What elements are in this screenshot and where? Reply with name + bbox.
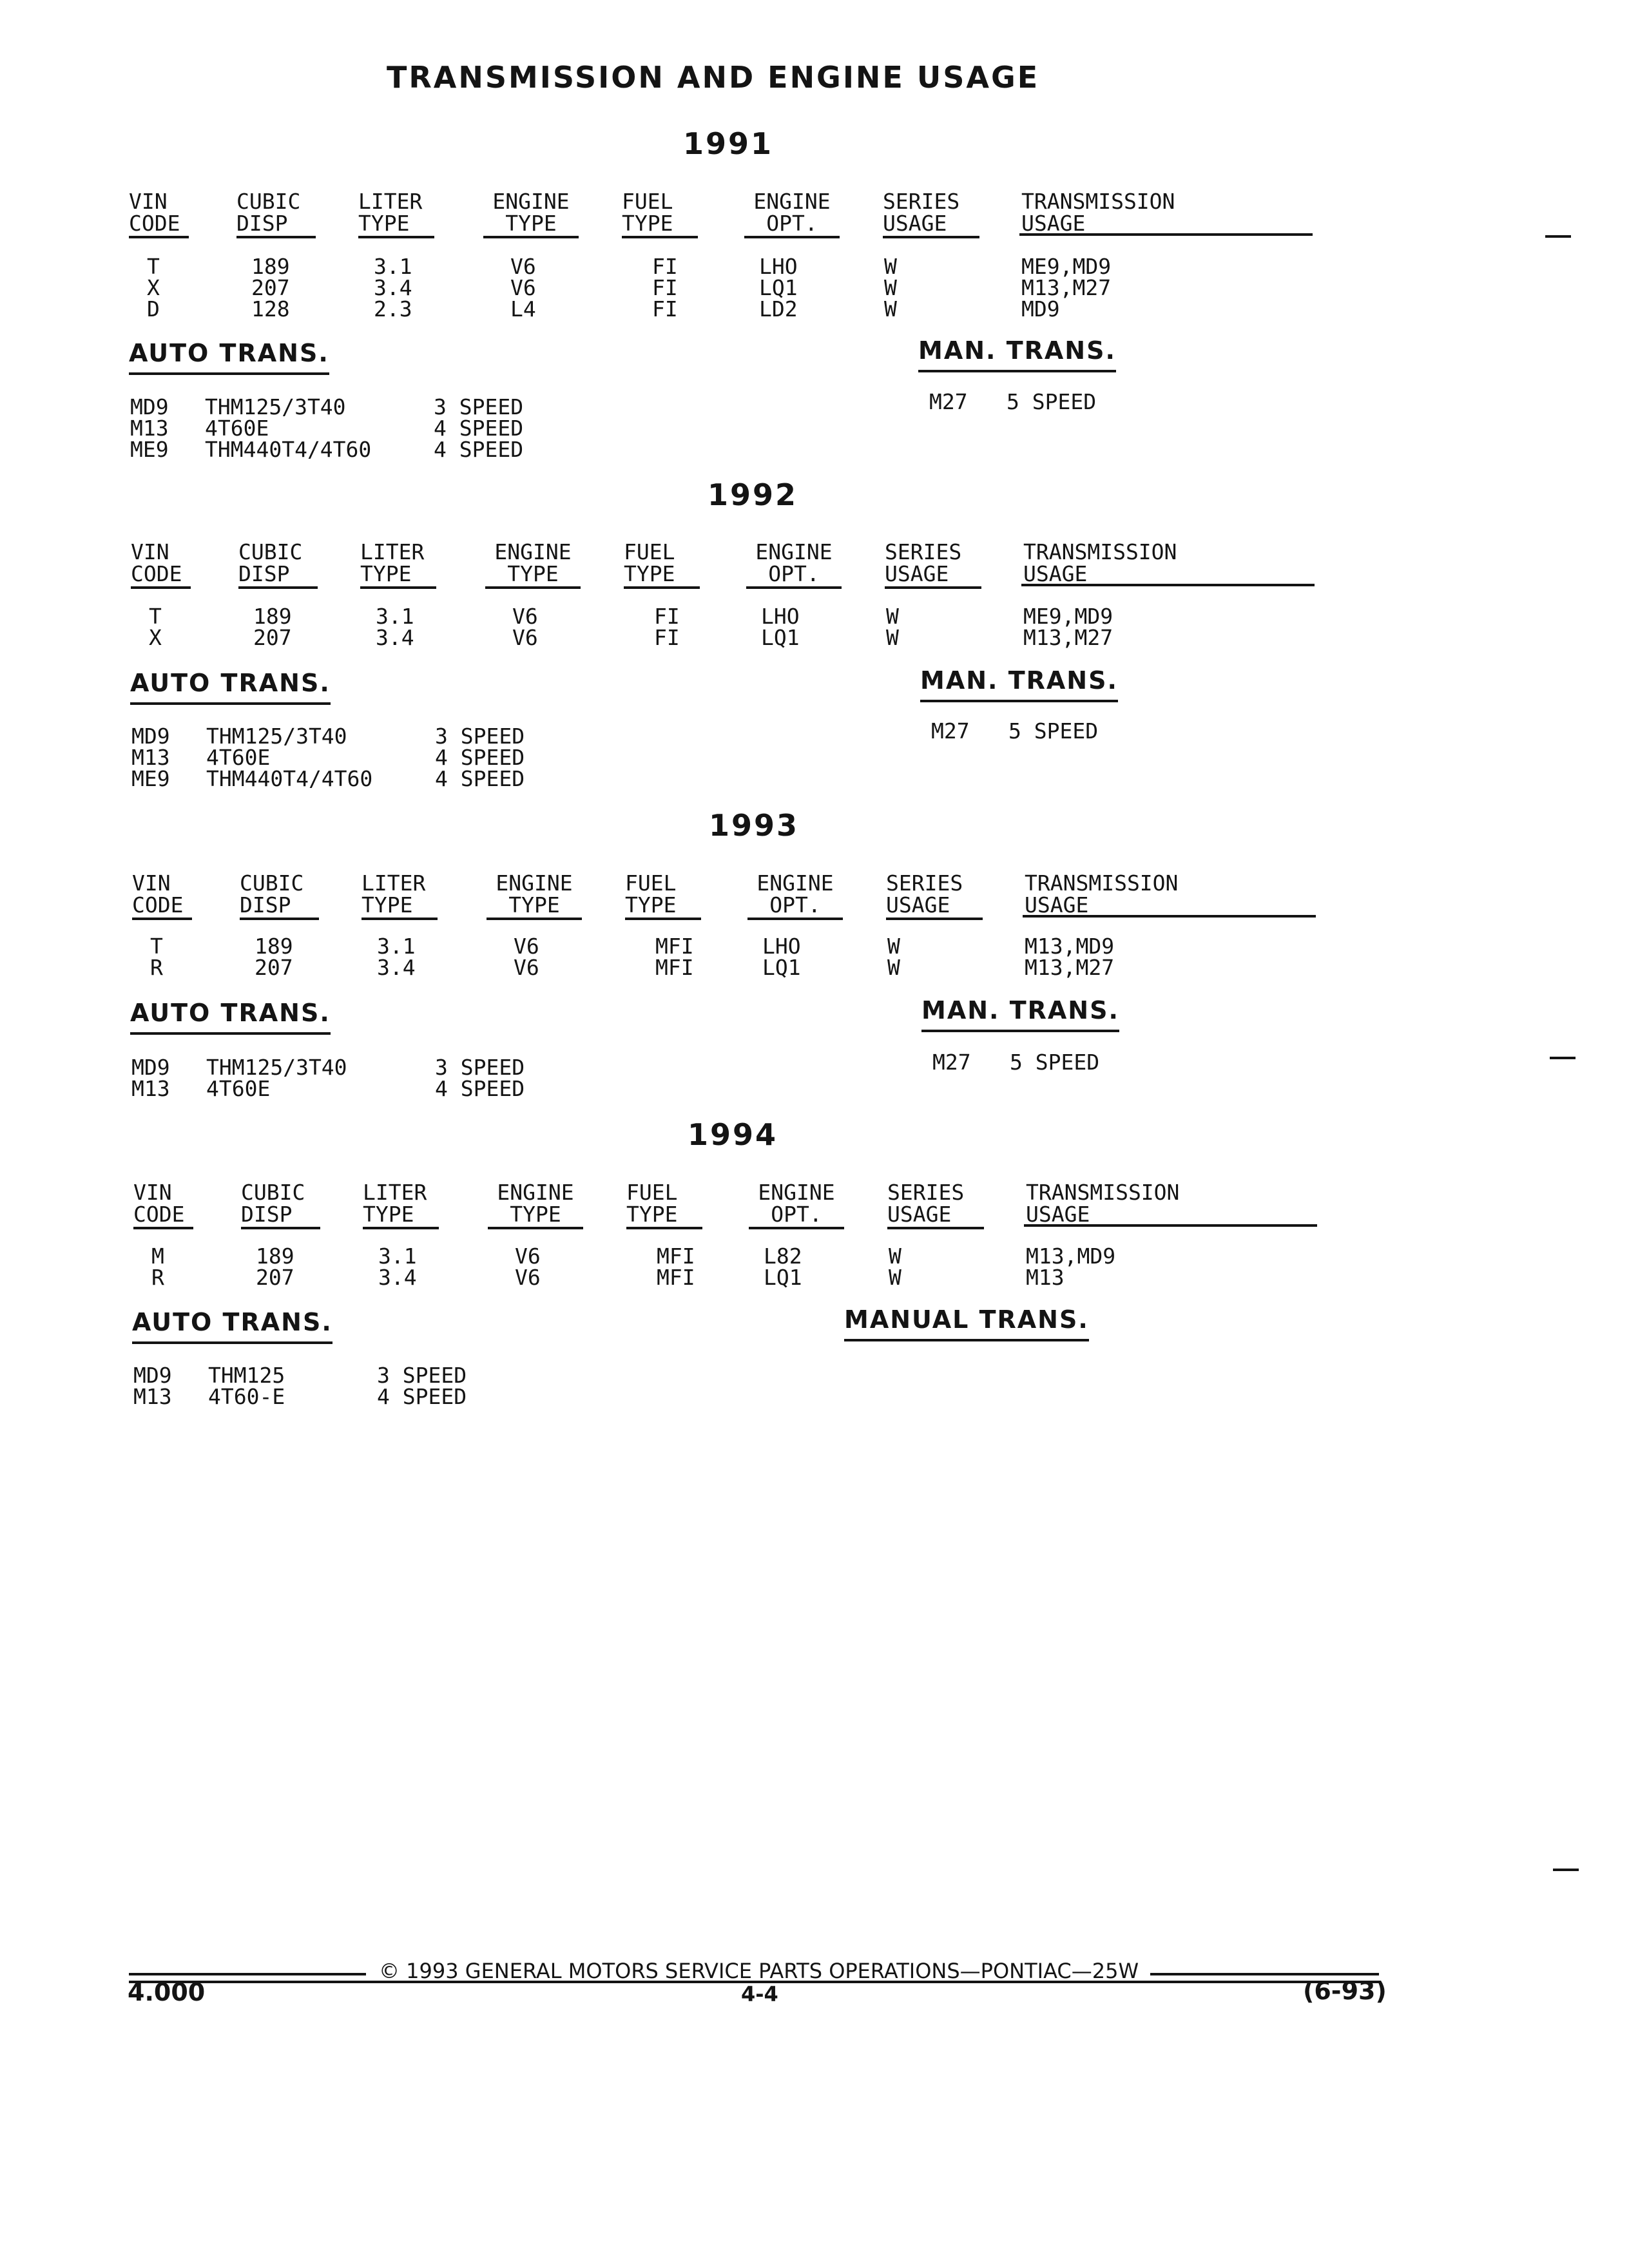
column-header-line2: DISP	[236, 213, 316, 238]
column-header-series	[887, 1182, 984, 1229]
table-cell: 189	[253, 604, 292, 629]
column-header-vin	[132, 872, 192, 920]
column-header-liter	[361, 872, 438, 920]
column-header-line2: USAGE	[1023, 561, 1088, 586]
auto-trans-speeds: 4 SPEED	[434, 437, 524, 462]
table-cell: T	[149, 604, 162, 629]
auto-trans-model: THM125/3T40	[205, 394, 346, 419]
auto-trans-speeds: 3 SPEED	[434, 394, 524, 419]
footer-revision-date: (6-93)	[1303, 1977, 1387, 2005]
column-header-line2: TYPE	[360, 563, 436, 589]
table-cell: L4	[510, 296, 536, 322]
auto-trans-model: THM440T4/4T60	[205, 437, 372, 462]
auto-trans-code: M13	[130, 416, 169, 441]
column-header-engine-type	[485, 541, 581, 589]
footer-rule-left	[129, 1973, 366, 1975]
column-header-line2: TYPE	[626, 1204, 702, 1229]
table-cell: D	[147, 296, 160, 322]
column-header-series	[886, 872, 983, 920]
year-heading-1993: 1993	[709, 808, 800, 843]
transmission-header-rule	[1019, 233, 1313, 236]
column-header-line1: SERIES	[887, 1180, 965, 1205]
auto-trans-heading: AUTO TRANS.	[130, 669, 331, 705]
table-cell: 128	[251, 296, 290, 322]
column-header-line2: CODE	[132, 894, 192, 920]
table-cell: 189	[255, 934, 293, 959]
table-cell: MFI	[655, 934, 694, 959]
column-header-line2: DISP	[241, 1204, 320, 1229]
transmission-header-rule	[1024, 1224, 1317, 1227]
auto-trans-speeds: 4 SPEED	[377, 1384, 467, 1409]
auto-trans-model: 4T60E	[206, 1076, 271, 1101]
manual-trans-code: M27	[929, 389, 968, 414]
auto-trans-speeds: 4 SPEED	[435, 1076, 525, 1101]
table-cell: LHO	[762, 934, 801, 959]
table-cell: 189	[256, 1244, 294, 1269]
column-header-line1: TRANSMISSION	[1025, 870, 1179, 896]
footer-copyright: © 1993 GENERAL MOTORS SERVICE PARTS OPERATIONS—PONTIAC—25W	[379, 1959, 1139, 1983]
column-header-line2: CODE	[131, 563, 191, 589]
column-header-line1: SERIES	[883, 189, 960, 214]
auto-trans-heading: AUTO TRANS.	[129, 339, 329, 375]
table-cell: FI	[652, 275, 678, 300]
column-header-line2: OPT.	[744, 213, 840, 238]
column-header-line1: ENGINE	[753, 189, 831, 214]
column-header-fuel	[626, 1182, 702, 1229]
column-header-line2: OPT.	[747, 894, 843, 920]
footer-rule-right	[1150, 1973, 1379, 1975]
column-header-line2: DISP	[238, 563, 318, 589]
table-cell: 189	[251, 254, 290, 279]
margin-tick	[1553, 1869, 1579, 1871]
column-header-line2: USAGE	[885, 563, 981, 589]
table-cell: LQ1	[764, 1265, 802, 1290]
auto-trans-code: MD9	[133, 1363, 172, 1388]
column-header-line2: USAGE	[1021, 211, 1086, 236]
column-header-line2: TYPE	[488, 1204, 583, 1229]
year-heading-1994: 1994	[688, 1117, 778, 1152]
column-header-line1: ENGINE	[497, 1180, 574, 1205]
table-cell: FI	[654, 604, 680, 629]
table-cell: LQ1	[762, 955, 801, 980]
column-header-engine-type	[487, 872, 582, 920]
column-header-vin	[131, 541, 191, 589]
column-header-engine-opt	[746, 541, 842, 589]
auto-trans-model: THM125/3T40	[206, 724, 347, 749]
manual-trans-heading: MAN. TRANS.	[921, 996, 1119, 1032]
column-header-transmission	[1021, 191, 1175, 235]
column-header-transmission	[1023, 541, 1177, 585]
column-header-liter	[360, 541, 436, 589]
column-header-transmission	[1025, 872, 1178, 916]
column-header-line2: TYPE	[485, 563, 581, 589]
table-cell: R	[150, 955, 163, 980]
auto-trans-speeds: 3 SPEED	[435, 724, 525, 749]
auto-trans-heading: AUTO TRANS.	[130, 999, 331, 1035]
column-header-fuel	[624, 541, 700, 589]
column-header-line1: CUBIC	[241, 1180, 305, 1205]
table-cell: W	[884, 275, 897, 300]
column-header-engine-opt	[749, 1182, 844, 1229]
column-header-line1: LITER	[361, 870, 426, 896]
manual-trans-speeds: 5 SPEED	[1010, 1050, 1100, 1075]
auto-trans-code: MD9	[131, 1055, 170, 1080]
table-cell: MFI	[657, 1265, 695, 1290]
auto-trans-model: 4T60E	[205, 416, 269, 441]
table-cell: LHO	[759, 254, 798, 279]
auto-trans-model: THM440T4/4T60	[206, 766, 373, 791]
year-heading-1991: 1991	[683, 126, 774, 161]
auto-trans-code: ME9	[130, 437, 169, 462]
table-cell: M13,M27	[1021, 275, 1112, 300]
column-header-liter	[358, 191, 434, 238]
manual-trans-code: M27	[931, 718, 970, 744]
table-cell: W	[889, 1244, 901, 1269]
table-cell: 3.4	[377, 955, 416, 980]
column-header-line2: USAGE	[887, 1204, 984, 1229]
auto-trans-speeds: 3 SPEED	[435, 1055, 525, 1080]
table-cell: 3.1	[376, 604, 414, 629]
table-cell: R	[151, 1265, 164, 1290]
column-header-line2: USAGE	[886, 894, 983, 920]
table-cell: M13,M27	[1025, 955, 1115, 980]
column-header-line2: TYPE	[358, 213, 434, 238]
column-header-liter	[363, 1182, 439, 1229]
column-header-line1: LITER	[358, 189, 423, 214]
auto-trans-model: 4T60E	[206, 745, 271, 770]
table-cell: V6	[512, 625, 538, 650]
manual-trans-heading: MAN. TRANS.	[918, 336, 1116, 372]
column-header-cubic	[240, 872, 319, 920]
year-heading-1992: 1992	[708, 477, 798, 512]
table-cell: W	[884, 254, 897, 279]
column-header-line1: LITER	[363, 1180, 427, 1205]
table-cell: 3.1	[378, 1244, 417, 1269]
table-cell: M13,MD9	[1026, 1244, 1116, 1269]
table-cell: MFI	[657, 1244, 695, 1269]
column-header-line1: TRANSMISSION	[1023, 539, 1177, 564]
table-cell: 207	[251, 275, 290, 300]
table-cell: X	[147, 275, 160, 300]
table-cell: V6	[515, 1244, 541, 1269]
table-cell: T	[150, 934, 163, 959]
column-header-line1: TRANSMISSION	[1026, 1180, 1180, 1205]
column-header-line2: OPT.	[746, 563, 842, 589]
column-header-line1: VIN	[133, 1180, 172, 1205]
auto-trans-model: THM125/3T40	[206, 1055, 347, 1080]
column-header-line1: CUBIC	[238, 539, 303, 564]
column-header-line1: CUBIC	[236, 189, 301, 214]
table-cell: M13,MD9	[1025, 934, 1115, 959]
column-header-line1: FUEL	[622, 189, 673, 214]
auto-trans-code: M13	[131, 745, 170, 770]
column-header-vin	[133, 1182, 193, 1229]
auto-trans-model: 4T60-E	[208, 1384, 285, 1409]
column-header-line1: ENGINE	[494, 539, 572, 564]
column-header-line1: FUEL	[624, 539, 675, 564]
column-header-line1: FUEL	[625, 870, 677, 896]
column-header-engine-opt	[747, 872, 843, 920]
column-header-line1: TRANSMISSION	[1021, 189, 1175, 214]
table-cell: M13,M27	[1023, 625, 1113, 650]
column-header-line1: VIN	[131, 539, 169, 564]
column-header-engine-type	[483, 191, 579, 238]
manual-trans-heading: MAN. TRANS.	[920, 666, 1118, 702]
auto-trans-code: ME9	[131, 766, 170, 791]
transmission-header-rule	[1023, 915, 1316, 918]
column-header-line2: TYPE	[624, 563, 700, 589]
manual-trans-speeds: 5 SPEED	[1007, 389, 1097, 414]
column-header-line2: USAGE	[1026, 1202, 1090, 1227]
table-cell: LHO	[761, 604, 800, 629]
column-header-line2: CODE	[129, 213, 189, 238]
table-cell: T	[147, 254, 160, 279]
column-header-fuel	[625, 872, 701, 920]
table-cell: MD9	[1021, 296, 1060, 322]
table-cell: ME9,MD9	[1021, 254, 1112, 279]
column-header-vin	[129, 191, 189, 238]
column-header-cubic	[238, 541, 318, 589]
column-header-line2: TYPE	[363, 1204, 439, 1229]
auto-trans-speeds: 4 SPEED	[434, 416, 524, 441]
table-cell: V6	[510, 254, 536, 279]
column-header-fuel	[622, 191, 698, 238]
column-header-line1: ENGINE	[492, 189, 570, 214]
column-header-line2: DISP	[240, 894, 319, 920]
column-header-line1: ENGINE	[496, 870, 573, 896]
table-cell: V6	[514, 934, 539, 959]
column-header-line1: ENGINE	[758, 1180, 835, 1205]
table-cell: W	[886, 625, 899, 650]
column-header-line2: TYPE	[622, 213, 698, 238]
table-cell: 2.3	[374, 296, 412, 322]
margin-tick	[1545, 235, 1571, 238]
column-header-line2: TYPE	[361, 894, 438, 920]
auto-trans-model: THM125	[208, 1363, 285, 1388]
table-cell: LD2	[759, 296, 798, 322]
column-header-line2: TYPE	[483, 213, 579, 238]
auto-trans-code: M13	[133, 1384, 172, 1409]
table-cell: FI	[654, 625, 680, 650]
table-cell: W	[889, 1265, 901, 1290]
auto-trans-code: MD9	[131, 724, 170, 749]
table-cell: 3.4	[376, 625, 414, 650]
page-title: TRANSMISSION AND ENGINE USAGE	[387, 60, 1040, 95]
auto-trans-code: M13	[131, 1076, 170, 1101]
column-header-line1: LITER	[360, 539, 425, 564]
table-cell: M	[151, 1244, 164, 1269]
table-cell: ME9,MD9	[1023, 604, 1113, 629]
auto-trans-code: MD9	[130, 394, 169, 419]
transmission-header-rule	[1021, 584, 1315, 586]
table-cell: M13	[1026, 1265, 1065, 1290]
table-cell: V6	[514, 955, 539, 980]
auto-trans-heading: AUTO TRANS.	[132, 1308, 333, 1344]
table-cell: FI	[652, 296, 678, 322]
column-header-line1: SERIES	[886, 870, 963, 896]
table-cell: FI	[652, 254, 678, 279]
column-header-line2: TYPE	[625, 894, 701, 920]
column-header-line1: ENGINE	[755, 539, 833, 564]
manual-trans-heading: MANUAL TRANS.	[844, 1305, 1089, 1341]
column-header-line1: SERIES	[885, 539, 962, 564]
margin-tick	[1550, 1057, 1576, 1059]
table-cell: MFI	[655, 955, 694, 980]
column-header-cubic	[236, 191, 316, 238]
table-cell: 3.1	[374, 254, 412, 279]
table-cell: W	[887, 955, 900, 980]
column-header-line1: VIN	[132, 870, 171, 896]
column-header-engine-opt	[744, 191, 840, 238]
column-header-transmission	[1026, 1182, 1179, 1225]
column-header-engine-type	[488, 1182, 583, 1229]
table-cell: L82	[764, 1244, 802, 1269]
table-cell: W	[884, 296, 897, 322]
column-header-line2: CODE	[133, 1204, 193, 1229]
table-cell: 207	[255, 955, 293, 980]
table-cell: 207	[253, 625, 292, 650]
table-cell: W	[887, 934, 900, 959]
footer-page-number: 4-4	[741, 1982, 778, 2006]
column-header-line2: TYPE	[487, 894, 582, 920]
table-cell: 3.1	[377, 934, 416, 959]
table-cell: X	[149, 625, 162, 650]
table-cell: V6	[510, 275, 536, 300]
table-cell: LQ1	[761, 625, 800, 650]
column-header-series	[885, 541, 981, 589]
column-header-line1: FUEL	[626, 1180, 678, 1205]
column-header-line2: USAGE	[1025, 892, 1089, 918]
column-header-line1: ENGINE	[757, 870, 834, 896]
column-header-line1: VIN	[129, 189, 168, 214]
manual-trans-code: M27	[932, 1050, 971, 1075]
footer-section-number: 4.000	[128, 1978, 206, 2006]
column-header-line1: CUBIC	[240, 870, 304, 896]
column-header-line2: OPT.	[749, 1204, 844, 1229]
table-cell: 3.4	[378, 1265, 417, 1290]
table-cell: 207	[256, 1265, 294, 1290]
column-header-cubic	[241, 1182, 320, 1229]
table-cell: W	[886, 604, 899, 629]
column-header-series	[883, 191, 979, 238]
auto-trans-speeds: 4 SPEED	[435, 766, 525, 791]
column-header-line2: USAGE	[883, 213, 979, 238]
auto-trans-speeds: 3 SPEED	[377, 1363, 467, 1388]
table-cell: V6	[512, 604, 538, 629]
manual-trans-speeds: 5 SPEED	[1008, 718, 1099, 744]
auto-trans-speeds: 4 SPEED	[435, 745, 525, 770]
table-cell: 3.4	[374, 275, 412, 300]
table-cell: V6	[515, 1265, 541, 1290]
table-cell: LQ1	[759, 275, 798, 300]
